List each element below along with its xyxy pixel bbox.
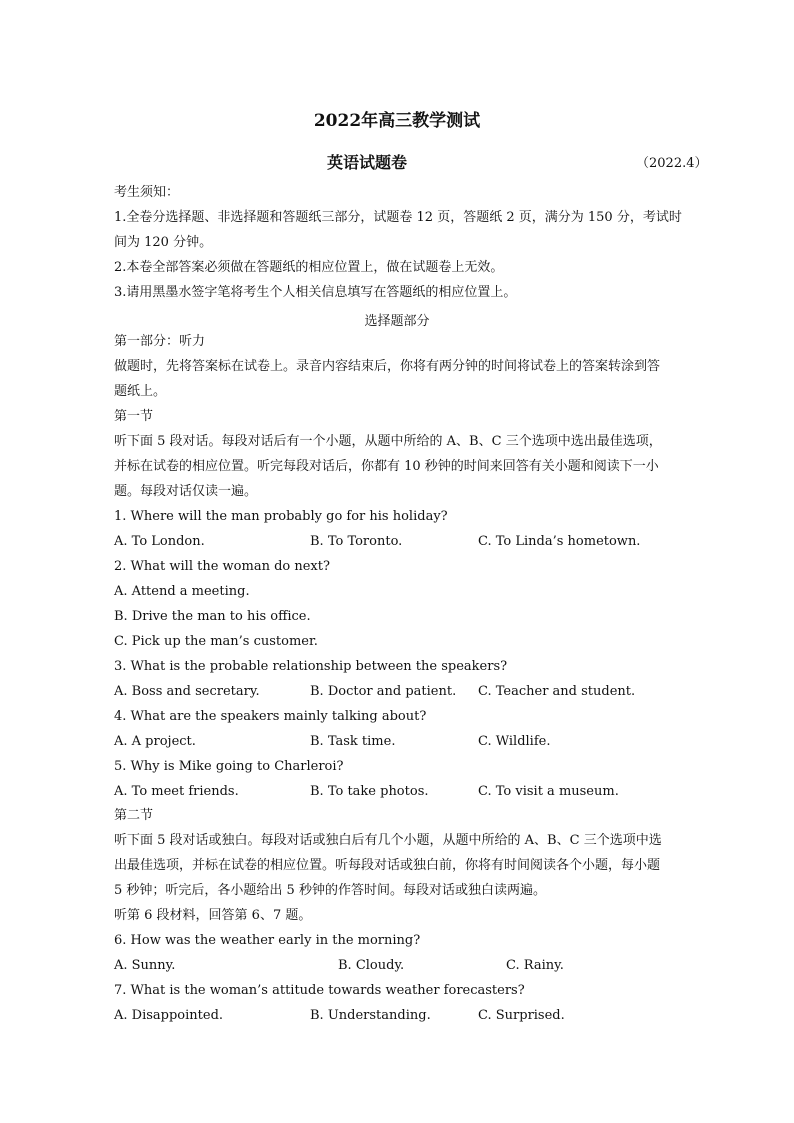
question-1-stem: 1. Where will the man probably go for his holiday? <box>114 509 448 524</box>
section2-line-1: 听下面 5 段对话或独白。每段对话或独白后有几个小题，从题中所给的 A、B、C 三个选项中选 <box>114 833 662 848</box>
question-7-option-a: A. Disappointed. <box>114 1008 224 1023</box>
notice-heading: 考生须知： <box>114 185 180 200</box>
question-2-option-c: C. Pick up the man’s customer. <box>114 634 318 649</box>
question-6-option-b: B. Cloudy. <box>338 958 405 973</box>
notice-item-1-line-2: 间为 120 分钟。 <box>114 235 213 250</box>
question-3-option-b: B. Doctor and patient. <box>310 684 457 699</box>
question-4-option-c: C. Wildlife. <box>478 734 551 749</box>
question-2-option-a: A. Attend a meeting. <box>114 584 250 599</box>
question-4-stem: 4. What are the speakers mainly talking about? <box>114 709 427 724</box>
section-title: 选择题部分 <box>364 314 430 329</box>
notice-item-1-line-1: 1.全卷分选择题、非选择题和答题纸三部分，试题卷 12 页，答题纸 2 页，满分为 150 分，考试时 <box>114 210 682 225</box>
question-7-option-c: C. Surprised. <box>478 1008 565 1023</box>
question-5-option-b: B. To take photos. <box>310 784 429 799</box>
question-1-option-c: C. To Linda’s hometown. <box>478 534 641 549</box>
exam-date: （2022.4） <box>636 156 708 171</box>
question-7-stem: 7. What is the woman’s attitude towards weather forecasters? <box>114 983 525 998</box>
notice-item-3: 3.请用黑墨水签字笔将考生个人相关信息填写在答题纸的相应位置上。 <box>114 285 517 300</box>
exam-title: 2022年高三教学测试 <box>313 111 481 131</box>
section1-line-1: 听下面 5 段对话。每段对话后有一个小题，从题中所给的 A、B、C 三个选项中选出最佳选项， <box>114 434 662 449</box>
exam-subtitle: 英语试题卷 <box>327 153 408 172</box>
part1-instruction-line-2: 题纸上。 <box>114 384 167 399</box>
question-1-option-a: A. To London. <box>114 534 205 549</box>
question-3-option-c: C. Teacher and student. <box>478 684 636 699</box>
question-5-option-c: C. To visit a museum. <box>478 784 619 799</box>
question-5-stem: 5. Why is Mike going to Charleroi? <box>114 759 344 774</box>
question-3-stem: 3. What is the probable relationship between the speakers? <box>114 659 508 674</box>
section2-material: 听第 6 段材料，回答第 6、7 题。 <box>114 908 312 923</box>
section1-line-3: 题。每段对话仅读一遍。 <box>114 484 258 499</box>
question-4-option-b: B. Task time. <box>310 734 396 749</box>
question-7-option-b: B. Understanding. <box>310 1008 431 1023</box>
notice-item-2: 2.本卷全部答案必须做在答题纸的相应位置上，做在试题卷上无效。 <box>114 260 504 275</box>
question-1-option-b: B. To Toronto. <box>310 534 403 549</box>
section1-line-2: 并标在试卷的相应位置。听完每段对话后，你都有 10 秒钟的时间来回答有关小题和阅读下一小 <box>114 459 659 474</box>
question-3-option-a: A. Boss and secretary. <box>114 684 260 699</box>
question-6-option-a: A. Sunny. <box>114 958 176 973</box>
section2-line-2: 出最佳选项，并标在试卷的相应位置。听每段对话或独白前，你将有时间阅读各个小题，每小题 <box>114 858 661 873</box>
question-6-stem: 6. How was the weather early in the morning? <box>114 933 421 948</box>
question-6-option-c: C. Rainy. <box>506 958 564 973</box>
section1-heading: 第一节 <box>114 409 154 424</box>
question-2-option-b: B. Drive the man to his office. <box>114 609 311 624</box>
question-4-option-a: A. A project. <box>114 734 196 749</box>
section2-heading: 第二节 <box>114 808 154 823</box>
section2-line-3: 5 秒钟；听完后，各小题给出 5 秒钟的作答时间。每段对话或独白读两遍。 <box>114 883 546 898</box>
part1-heading: 第一部分：听力 <box>114 334 206 349</box>
question-5-option-a: A. To meet friends. <box>114 784 239 799</box>
part1-instruction-line-1: 做题时，先将答案标在试卷上。录音内容结束后，你将有两分钟的时间将试卷上的答案转涂到答 <box>114 359 661 374</box>
question-2-stem: 2. What will the woman do next? <box>114 559 330 574</box>
